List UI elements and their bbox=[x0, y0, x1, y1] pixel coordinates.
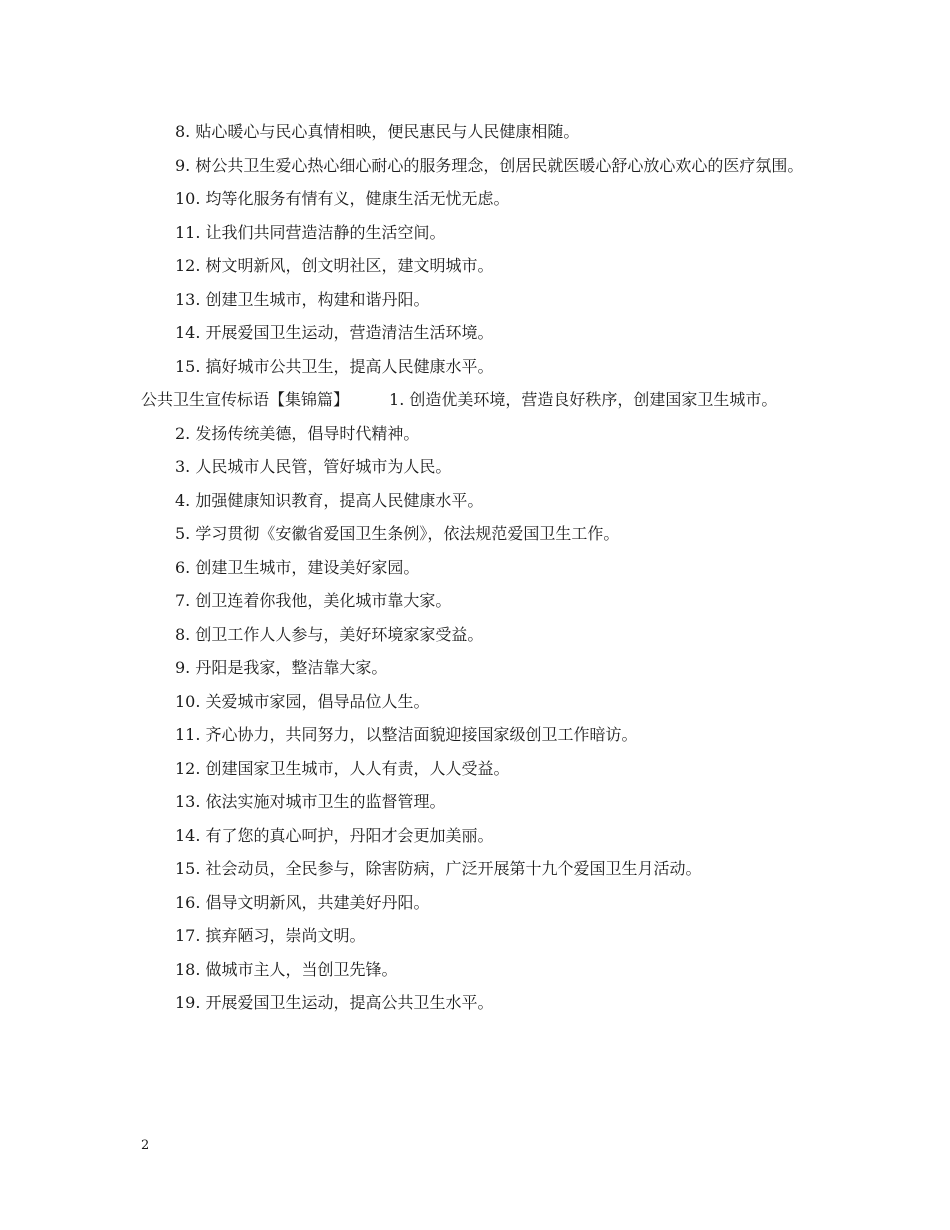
list-item: 8. 创卫工作人人参与，美好环境家家受益。 bbox=[175, 624, 484, 644]
list-item: 11. 齐心协力，共同努力，以整洁面貌迎接国家级创卫工作暗访。 bbox=[175, 725, 638, 744]
list-item: 5. 学习贯彻《安徽省爱国卫生条例》，依法规范爱国卫生工作。 bbox=[175, 524, 620, 543]
section-paragraph bbox=[141, 383, 821, 417]
list-item: 15. 社会动员，全民参与，除害防病，广泛开展第十九个爱国卫生月活动。 bbox=[175, 859, 702, 878]
list-item: 9. 丹阳是我家，整洁靠大家。 bbox=[175, 658, 388, 677]
list-item: 9. 树公共卫生爱心热心细心耐心的服务理念，创居民就医暖心舒心放心欢心的医疗氛围。 bbox=[175, 155, 804, 175]
page-number: 2 bbox=[141, 1138, 150, 1153]
list-item: 16. 倡导文明新风，共建美好丹阳。 bbox=[175, 892, 430, 912]
list-item: 7. 创卫连着你我他，美化城市靠大家。 bbox=[175, 591, 452, 610]
document-body bbox=[141, 115, 821, 1020]
list-item: 6. 创建卫生城市，建设美好家园。 bbox=[175, 557, 420, 577]
list-item: 12. 树文明新风，创文明社区，建文明城市。 bbox=[175, 256, 494, 275]
list-item: 14. 开展爱国卫生运动，营造清洁生活环境。 bbox=[175, 323, 494, 342]
list-item: 8. 贴心暖心与民心真情相映，便民惠民与人民健康相随。 bbox=[175, 122, 580, 141]
list-item: 19. 开展爱国卫生运动，提高公共卫生水平。 bbox=[175, 993, 494, 1012]
list-item: 10. 均等化服务有情有义，健康生活无忧无虑。 bbox=[175, 189, 510, 208]
list-item: 1. 创造优美环境，营造良好秩序，创建国家卫生城市。 bbox=[389, 390, 778, 409]
list-item: 17. 摈弃陋习，崇尚文明。 bbox=[175, 926, 366, 945]
list-item: 4. 加强健康知识教育，提高人民健康水平。 bbox=[175, 490, 484, 510]
list-item: 13. 依法实施对城市卫生的监督管理。 bbox=[175, 792, 446, 811]
section-heading: 公共卫生宣传标语【集锦篇】 bbox=[141, 390, 350, 409]
list-item: 18. 做城市主人，当创卫先锋。 bbox=[175, 959, 398, 979]
list-item: 3. 人民城市人民管，管好城市为人民。 bbox=[175, 457, 452, 476]
list-item: 12. 创建国家卫生城市，人人有责，人人受益。 bbox=[175, 758, 510, 778]
list-item: 14. 有了您的真心呵护，丹阳才会更加美丽。 bbox=[175, 825, 494, 845]
list-item: 11. 让我们共同营造洁静的生活空间。 bbox=[175, 222, 446, 242]
list-item: 2. 发扬传统美德，倡导时代精神。 bbox=[175, 423, 420, 443]
list-item: 13. 创建卫生城市，构建和谐丹阳。 bbox=[175, 289, 430, 309]
list-item: 10. 关爱城市家园，倡导品位人生。 bbox=[175, 691, 430, 711]
list-item: 15. 搞好城市公共卫生，提高人民健康水平。 bbox=[175, 356, 494, 376]
